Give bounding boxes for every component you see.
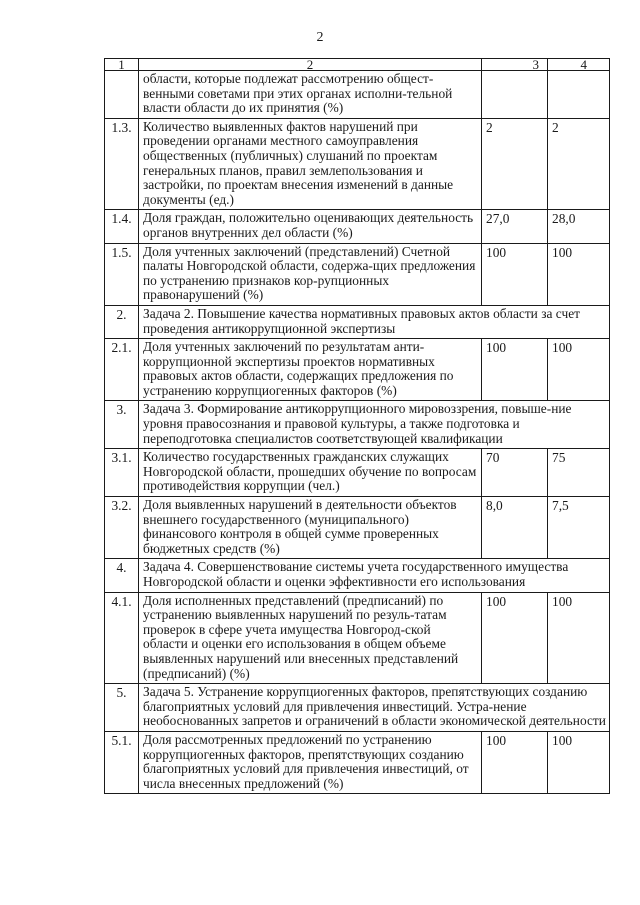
row-number: [105, 71, 139, 119]
row-number: 2.: [105, 305, 139, 338]
header-col-3: 3: [482, 59, 548, 71]
value-year-1: 8,0: [482, 497, 548, 559]
indicator-row: [105, 339, 610, 401]
indicator-row: [105, 449, 610, 497]
task-row: [105, 305, 610, 338]
task-row: [105, 401, 610, 449]
indicator-row: [105, 243, 610, 305]
header-col-4: 4: [548, 59, 610, 71]
value-year-2: [548, 71, 610, 119]
row-number: 5.: [105, 684, 139, 732]
value-year-2: 100: [548, 592, 610, 684]
row-number: 1.5.: [105, 243, 139, 305]
header-col-2: 2: [139, 59, 482, 71]
row-number: 2.1.: [105, 339, 139, 401]
task-text: Задача 4. Совершенствование системы учета государственного имущества Новгородской области и оценки эффективности его использования: [139, 559, 610, 592]
value-year-2: 100: [548, 243, 610, 305]
task-row: [105, 559, 610, 592]
row-number: 5.1.: [105, 731, 139, 793]
indicator-row: [105, 731, 610, 793]
row-number: 1.4.: [105, 210, 139, 243]
indicator-row: [105, 71, 610, 119]
value-year-2: 100: [548, 731, 610, 793]
indicator-text: Доля выявленных нарушений в деятельности объектов внешнего государственного (муниципального) финансового контроля в общей сумме проверенных бюджетных средств (%): [139, 497, 482, 559]
row-number: 3.2.: [105, 497, 139, 559]
header-col-1: 1: [105, 59, 139, 71]
indicator-row: [105, 497, 610, 559]
table-header-row: [105, 59, 610, 71]
indicator-text: области, которые подлежат рассмотрению общест-венными советами при этих органах исполни-тельной власти области до их принятия (%): [139, 71, 482, 119]
row-number: 4.: [105, 559, 139, 592]
indicators-table: [104, 58, 610, 794]
row-number: 4.1.: [105, 592, 139, 684]
task-text: Задача 5. Устранение коррупциогенных факторов, препятствующих созданию благоприятных условий для привлечения инвестиций. Устра-нение необоснованных запретов и ограничений в области экономической деятельности: [139, 684, 610, 732]
indicator-text: Доля учтенных заключений по результатам анти-коррупционной экспертизы проектов нормативных правовых актов области, содержащих предложения по устранению коррупциогенных факторов (%): [139, 339, 482, 401]
value-year-2: 28,0: [548, 210, 610, 243]
value-year-1: 2: [482, 118, 548, 210]
row-number: 1.3.: [105, 118, 139, 210]
row-number: 3.: [105, 401, 139, 449]
value-year-1: 100: [482, 339, 548, 401]
task-text: Задача 3. Формирование антикоррупционного мировоззрения, повыше-ние уровня правосознания и правовой культуры, а также подготовка и переподготовка специалистов соответствующей квалификации: [139, 401, 610, 449]
value-year-2: 2: [548, 118, 610, 210]
value-year-1: 70: [482, 449, 548, 497]
value-year-1: [482, 71, 548, 119]
indicator-row: [105, 210, 610, 243]
task-text: Задача 2. Повышение качества нормативных правовых актов области за счет проведения антикоррупционной экспертизы: [139, 305, 610, 338]
indicator-row: [105, 118, 610, 210]
value-year-1: 100: [482, 592, 548, 684]
value-year-1: 100: [482, 243, 548, 305]
value-year-2: 75: [548, 449, 610, 497]
indicator-row: [105, 592, 610, 684]
indicator-text: Доля рассмотренных предложений по устранению коррупциогенных факторов, препятствующих созданию благоприятных условий для привлечения инвестиций, от числа внесенных предложений (%): [139, 731, 482, 793]
value-year-1: 100: [482, 731, 548, 793]
value-year-2: 100: [548, 339, 610, 401]
indicator-text: Количество государственных гражданских служащих Новгородской области, прошедших обучение по вопросам противодействия коррупции (чел.): [139, 449, 482, 497]
task-row: [105, 684, 610, 732]
indicator-text: Доля учтенных заключений (представлений) Счетной палаты Новгородской области, содержа-щих предложения по устранению признаков кор-рупционных правонарушений (%): [139, 243, 482, 305]
row-number: 3.1.: [105, 449, 139, 497]
indicator-text: Количество выявленных фактов нарушений при проведении органами местного самоуправления общественных (публичных) слушаний по проектам генеральных планов, правил землепользования и застройки, по проектам внесения изменений в данные документы (ед.): [139, 118, 482, 210]
page-number: 2: [316, 30, 324, 45]
value-year-2: 7,5: [548, 497, 610, 559]
indicator-text: Доля исполненных представлений (предписаний) по устранению выявленных нарушений по резуль-татам проверок в сфере учета имущества Новгород-ской области и оценки его использования в общем объеме выявленных нарушений или внесенных представлений (предписаний) (%): [139, 592, 482, 684]
value-year-1: 27,0: [482, 210, 548, 243]
indicator-text: Доля граждан, положительно оценивающих деятельность органов внутренних дел области (%): [139, 210, 482, 243]
